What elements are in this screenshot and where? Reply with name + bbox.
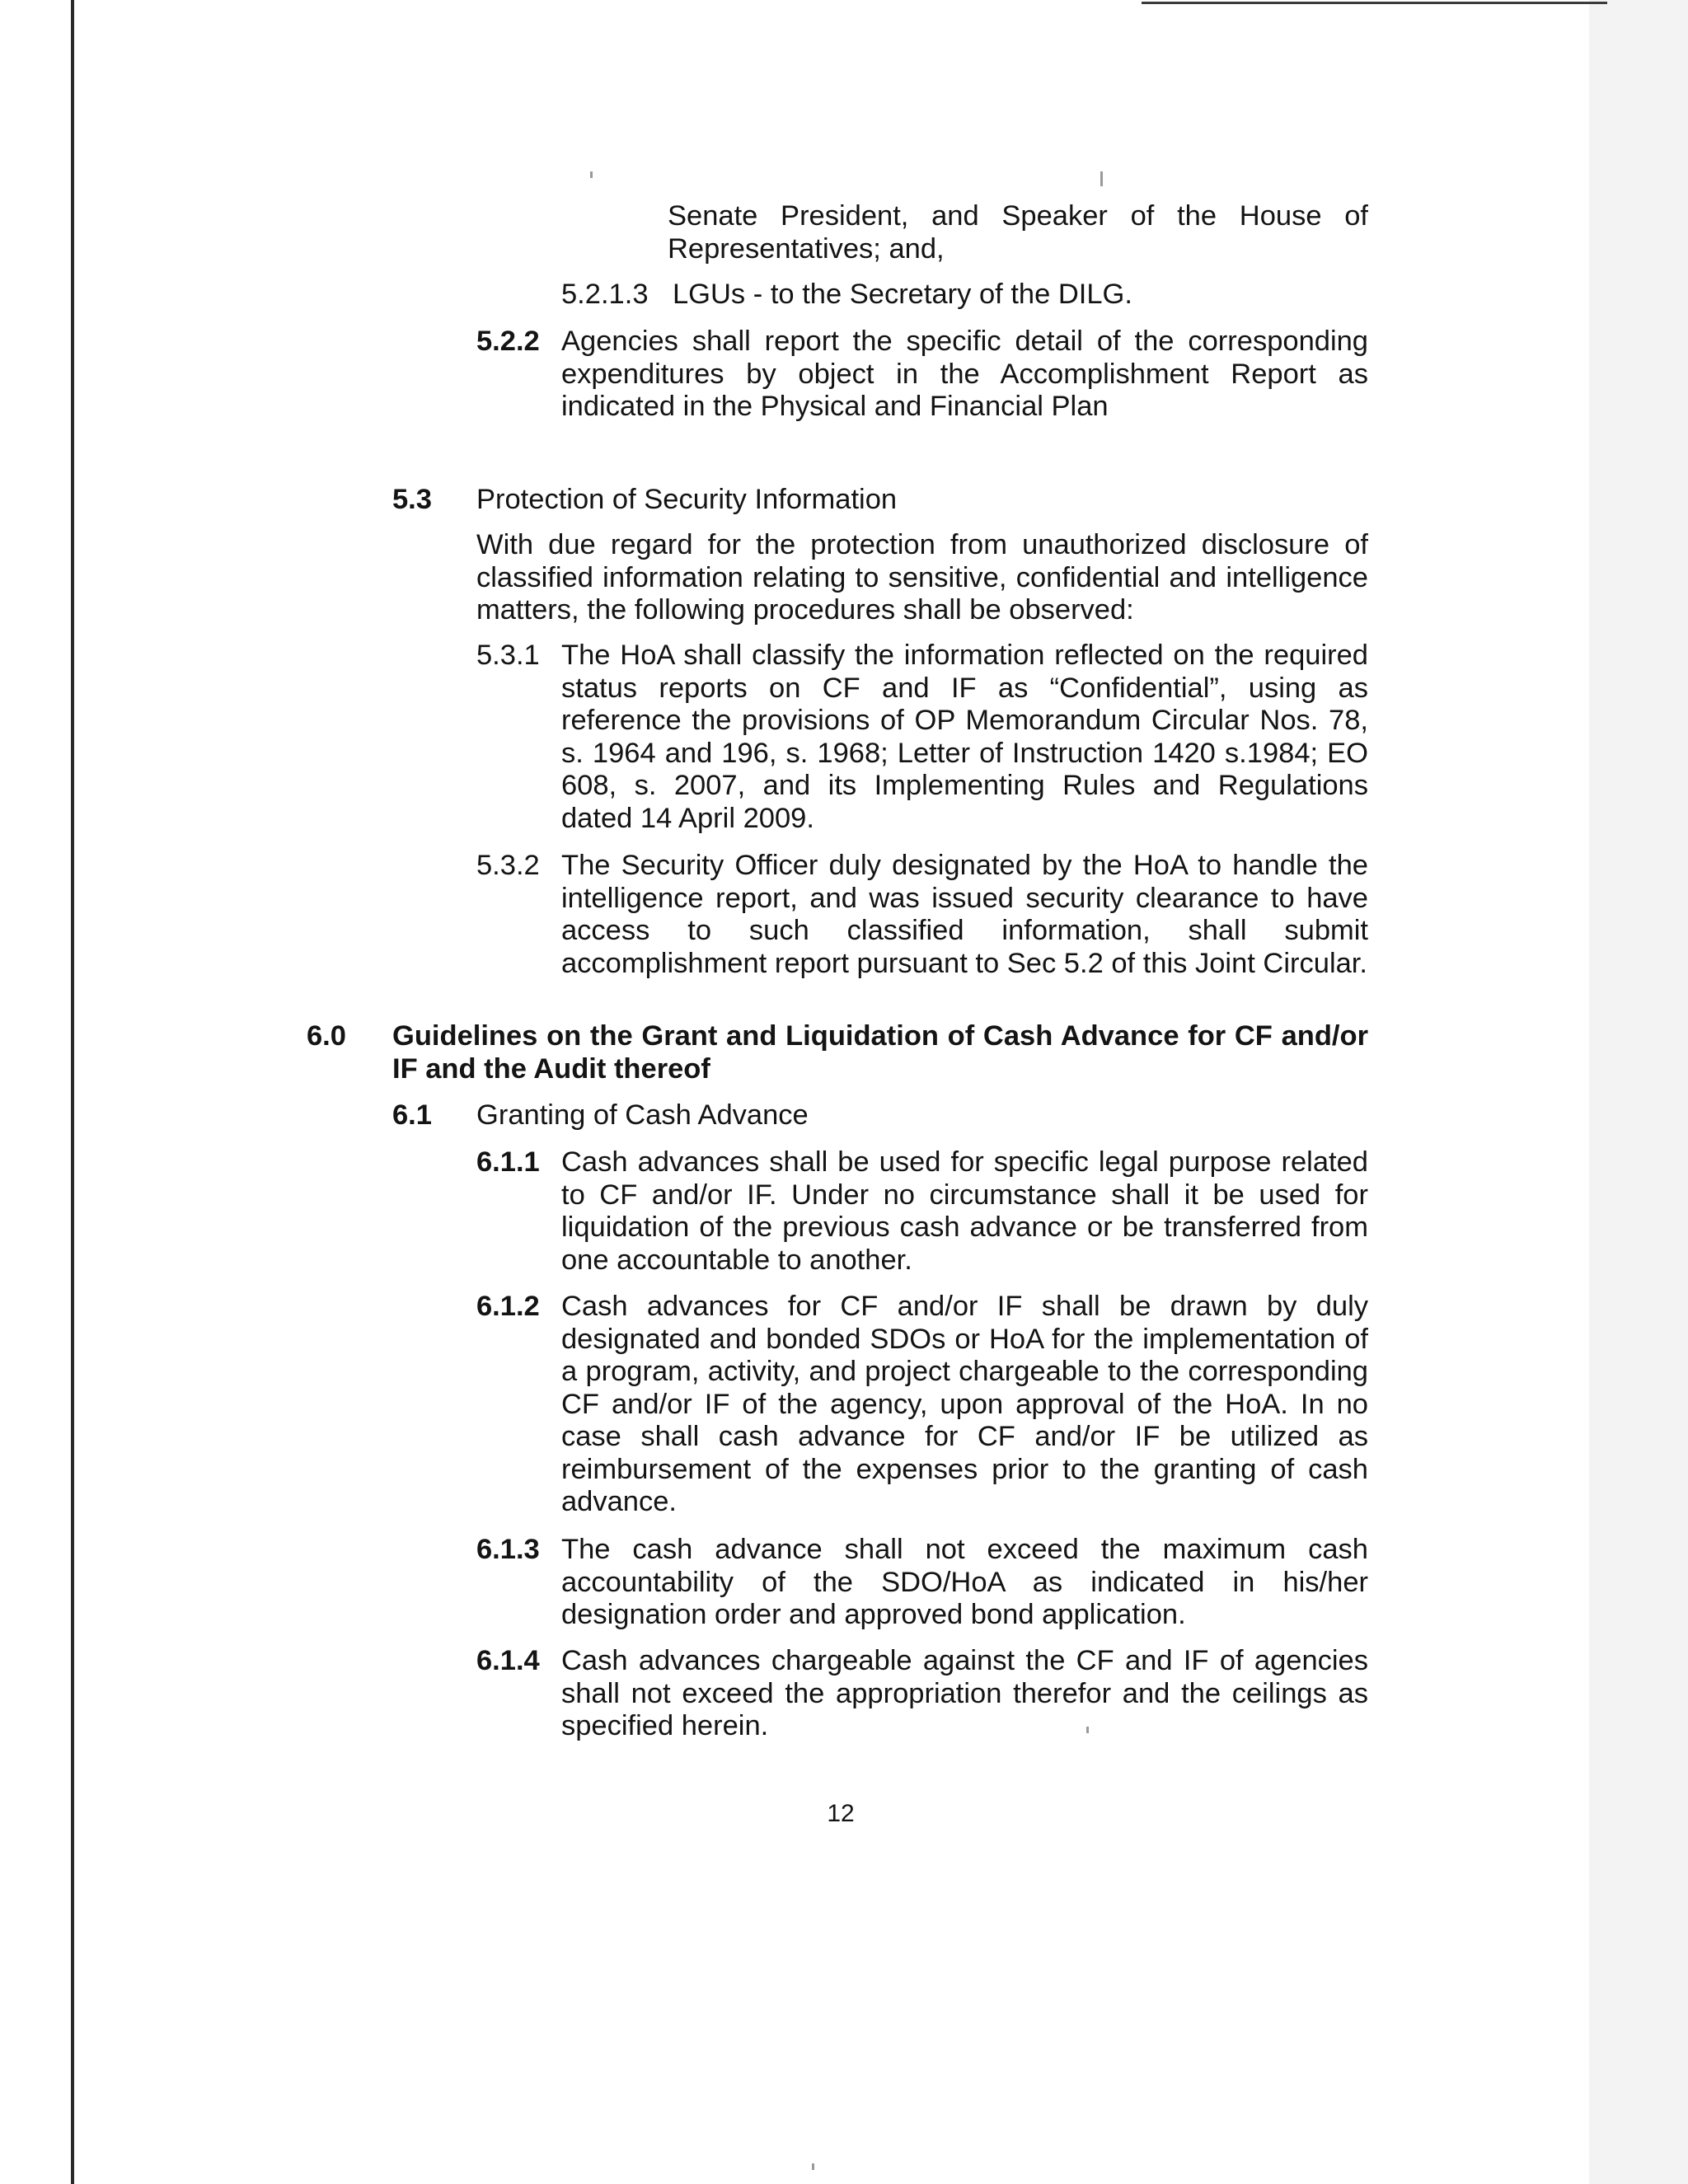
scan-speck (590, 171, 593, 178)
paragraph-5-2-2: Agencies shall report the specific detail of the corresponding expenditures by object in the Accomplishment Report as indicated in the Physical and Financial Plan (561, 326, 1368, 422)
paragraph-6-1-1: Cash advances shall be used for specific legal purpose related to CF and/or IF. Under no circumstance shall it be used for liquidation of the previous cash advance or be transferred from one accountable to another. (561, 1146, 1368, 1276)
page-number: 12 (827, 1800, 855, 1827)
scan-shadow (1589, 0, 1688, 2184)
scan-speck (812, 2163, 814, 2170)
paragraph-6-1-4: Cash advances chargeable against the CF and IF of agencies shall not exceed the appropriation therefor and the ceilings as specified herein. (561, 1645, 1368, 1741)
section-number-5-2-1-3: 5.2.1.3 (561, 279, 649, 310)
scan-edge-line (71, 0, 74, 2184)
paragraph-5-2-1-2-continuation-end (668, 233, 1368, 266)
paragraph-6-1-3: The cash advance shall not exceed the maximum cash accountability of the SDO/HoA as indicated in his/her designation order and approved bond application. (561, 1534, 1368, 1630)
section-title-6-0: Guidelines on the Grant and Liquidation of Cash Advance for CF and/or IF and the Audit thereof (392, 1020, 1368, 1085)
section-title-6-1: Granting of Cash Advance (476, 1099, 809, 1131)
section-number-6-1-1: 6.1.1 (476, 1146, 540, 1178)
section-number-6-1-2: 6.1.2 (476, 1291, 540, 1322)
paragraph-5-3-1: The HoA shall classify the information reflected on the required status reports on CF and IF as “Confidential”, using as reference the provisions of OP Memorandum Circular Nos. 78, s. 1964 and 196, s. 1968; Letter of Instruction 1420 s.1984; EO 608, s. 2007, and its Implementing Rules and Regulations dated 14 April 2009. (561, 640, 1368, 834)
section-number-5-2-2: 5.2.2 (476, 326, 540, 357)
section-number-6-1-3: 6.1.3 (476, 1534, 540, 1565)
section-number-5-3-1: 5.3.1 (476, 640, 540, 671)
scan-speck (1100, 171, 1103, 186)
paragraph-6-1-2: Cash advances for CF and/or IF shall be drawn by duly designated and bonded SDOs or HoA for the implementation of a program, activity, and project chargeable to the corresponding CF and/or IF of the agency, upon approval of the HoA. In no case shall cash advance for CF and/or IF be utilized as reimbursement of the expenses prior to the granting of cash advance. (561, 1291, 1368, 1517)
section-number-5-3: 5.3 (392, 484, 432, 515)
section-number-6-0: 6.0 (307, 1020, 346, 1052)
paragraph-line: Representatives; and, (668, 233, 945, 265)
section-number-6-1: 6.1 (392, 1099, 432, 1131)
paragraph-5-3-intro: With due regard for the protection from unauthorized disclosure of classified information relating to sensitive, confidential and intelligence matters, the following procedures shall be observed: (476, 529, 1368, 626)
section-number-5-3-2: 5.3.2 (476, 850, 540, 881)
section-number-6-1-4: 6.1.4 (476, 1645, 540, 1676)
paragraph-5-2-1-3: LGUs - to the Secretary of the DILG. (673, 279, 1132, 310)
scan-top-line (1142, 2, 1607, 4)
paragraph-line: Senate President, and Speaker of the House of (668, 200, 1368, 232)
paragraph-5-2-1-2-continuation (668, 200, 1368, 233)
paragraph-5-3-2: The Security Officer duly designated by the HoA to handle the intelligence report, and was issued security clearance to have access to such classified information, shall submit accomplishment report pursuant to Sec 5.2 of this Joint Circular. (561, 850, 1368, 979)
section-title-5-3: Protection of Security Information (476, 484, 898, 515)
